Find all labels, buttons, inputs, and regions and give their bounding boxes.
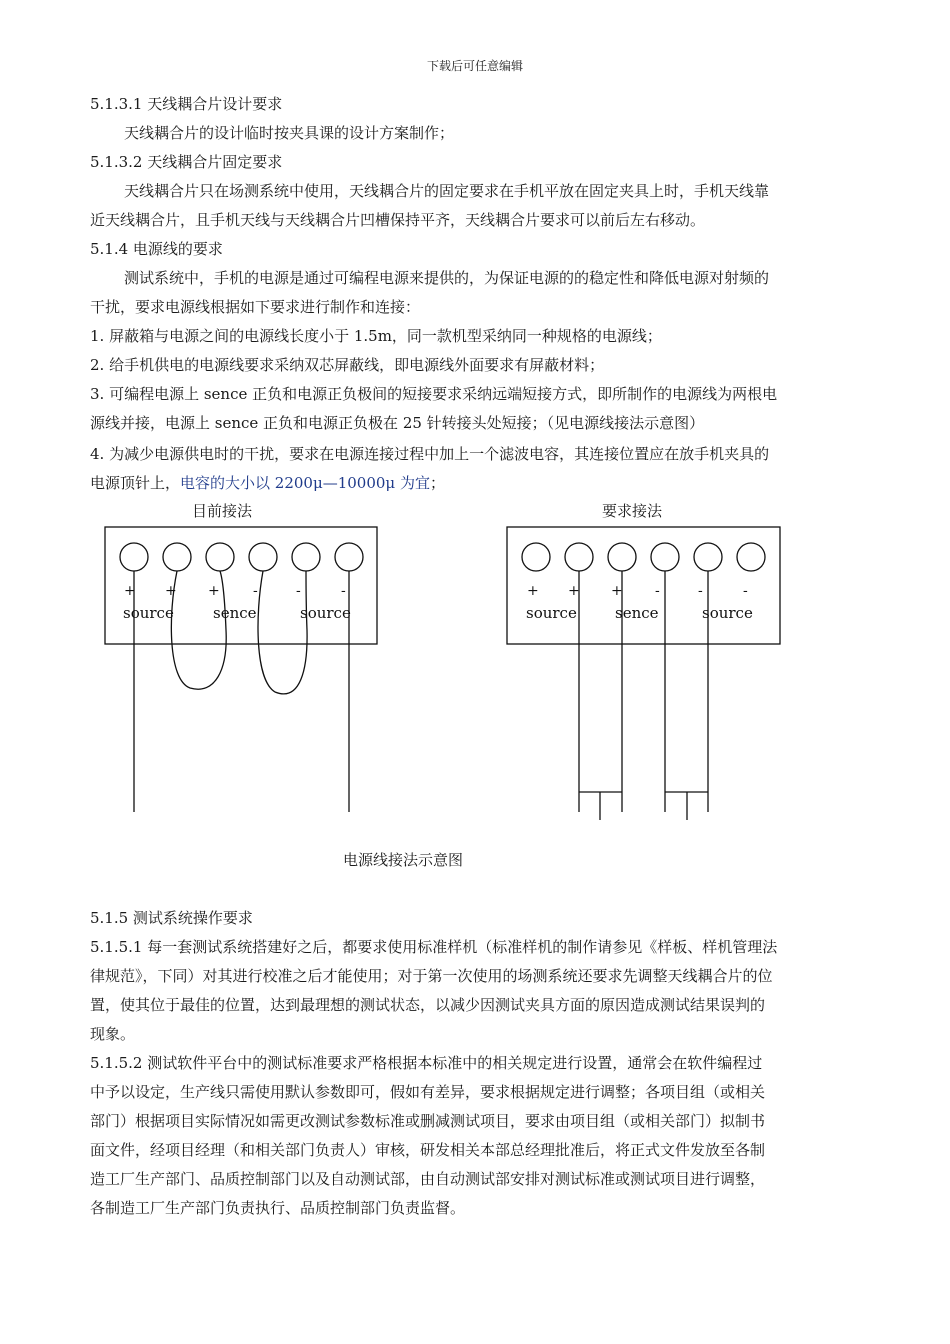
- sign: -: [296, 583, 301, 599]
- paragraph-line: 天线耦合片的设计临时按夹具课的设计方案制作；: [124, 124, 455, 142]
- section-heading-5-1-4: 5.1.4 电源线的要求: [90, 240, 223, 258]
- terminal-4: [249, 543, 277, 571]
- sign: +: [611, 583, 623, 599]
- sign: +: [208, 583, 220, 599]
- section-heading-5-1-3-1: 5.1.3.1 天线耦合片设计要求: [90, 95, 283, 113]
- left-labels: [123, 604, 351, 622]
- wiring-diagram: [0, 520, 950, 850]
- label-source: source: [526, 604, 577, 622]
- page-header: 下载后可任意编辑: [426, 59, 523, 73]
- paragraph-line: 律规范》，下同）对其进行校准之后才能使用；对于第一次使用的场测系统还要求先调整天线耦合片的位: [90, 967, 773, 985]
- list-item-4: 4. 为减少电源供电时的干扰，要求在电源连接过程中加上一个滤波电容，其连接位置应在放手机夹具的: [90, 445, 770, 463]
- paragraph-line: 天线耦合片只在场测系统中使用，天线耦合片的固定要求在手机平放在固定夹具上时，手机天线靠: [124, 182, 770, 200]
- figure-caption: 电源线接法示意图: [343, 851, 464, 869]
- right-terminal-box: [507, 527, 780, 644]
- list-item-2: 2. 给手机供电的电源线要求采纳双芯屏蔽线，即电源线外面要求有屏蔽材料；: [90, 356, 605, 374]
- figure-right-title: 要求接法: [602, 502, 663, 520]
- terminal-1: [120, 543, 148, 571]
- label-source: source: [300, 604, 351, 622]
- paragraph-line: 测试系统中，手机的电源是通过可编程电源来提供的，为保证电源的的稳定性和降低电源对射频的: [124, 269, 770, 287]
- terminal-2: [565, 543, 593, 571]
- sign: -: [655, 583, 660, 599]
- paragraph-line: 面文件，经项目经理（和相关部门负责人）审核，研发相关本部总经理批准后，将正式文件发放至各制: [90, 1141, 766, 1159]
- terminal-1: [522, 543, 550, 571]
- text-prefix: 电源顶针上，: [90, 474, 181, 492]
- sign: +: [165, 583, 177, 599]
- figure-left-title: 目前接法: [192, 502, 253, 520]
- left-signs: [124, 583, 346, 599]
- section-heading-5-1-5: 5.1.5 测试系统操作要求: [90, 909, 253, 927]
- list-item-1: 1. 屏蔽箱与电源之间的电源线长度小于 1.5m，同一款机型采纳同一种规格的电源线；: [90, 327, 662, 345]
- label-sence: sence: [615, 604, 659, 622]
- paragraph-line: 干扰，要求电源线根据如下要求进行制作和连接：: [90, 298, 421, 316]
- terminal-3: [608, 543, 636, 571]
- terminal-2: [163, 543, 191, 571]
- list-item-4-cont: [90, 472, 445, 493]
- left-terminal-box: [105, 527, 377, 644]
- terminal-5: [292, 543, 320, 571]
- sign: -: [743, 583, 748, 599]
- paragraph-line: 置，使其位于最佳的位置，达到最理想的测试状态，以减少因测试夹具方面的原因造成测试结果误判的: [90, 996, 766, 1014]
- sign: -: [253, 583, 258, 599]
- label-source: source: [123, 604, 174, 622]
- section-heading-5-1-3-2: 5.1.3.2 天线耦合片固定要求: [90, 153, 283, 171]
- paragraph-line: 部门）根据项目实际情况如需更改测试参数标准或删减测试项目，要求由项目组（或相关部门）拟制书: [90, 1112, 766, 1130]
- terminal-6: [737, 543, 765, 571]
- text-suffix: ；: [429, 474, 445, 492]
- terminal-5: [694, 543, 722, 571]
- sign: -: [341, 583, 346, 599]
- label-sence: sence: [213, 604, 257, 622]
- paragraph-line: 近天线耦合片，且手机天线与天线耦合片凹槽保持平齐，天线耦合片要求可以前后左右移动。: [90, 211, 706, 229]
- terminal-3: [206, 543, 234, 571]
- label-source: source: [702, 604, 753, 622]
- sign: +: [568, 583, 580, 599]
- paragraph-line: 中予以设定，生产线只需使用默认参数即可，假如有差异，要求根据规定进行调整；各项目组（或相关: [90, 1083, 766, 1101]
- capacitor-note: 电容的大小以 2200μ—10000μ 为宜: [180, 474, 430, 492]
- paragraph-line: 5.1.5.1 每一套测试系统搭建好之后，都要求使用标准样机（标准样机的制作请参见《样板、样机管理法: [90, 938, 778, 956]
- right-labels: [526, 604, 753, 622]
- sign: +: [124, 583, 136, 599]
- list-item-3-cont: 源线并接，电源上 sence 正负和电源正负极在 25 针转接头处短接；（见电源线接法示意图）: [90, 414, 705, 432]
- terminal-6: [335, 543, 363, 571]
- terminal-4: [651, 543, 679, 571]
- sign: +: [527, 583, 539, 599]
- sign: -: [698, 583, 703, 599]
- paragraph-line: 各制造工厂生产部门负责执行、品质控制部门负责监督。: [90, 1199, 466, 1217]
- right-signs: [527, 583, 748, 599]
- paragraph-line: 现象。: [90, 1025, 136, 1043]
- list-item-3: 3. 可编程电源上 sence 正负和电源正负极间的短接要求采纳远端短接方式，即所制作的电源线为两根电: [90, 385, 778, 403]
- paragraph-line: 5.1.5.2 测试软件平台中的测试标准要求严格根据本标准中的相关规定进行设置，通常会在软件编程过: [90, 1054, 763, 1072]
- paragraph-line: 造工厂生产部门、品质控制部门以及自动测试部，由自动测试部安排对测试标准或测试项目进行调整，: [90, 1170, 766, 1188]
